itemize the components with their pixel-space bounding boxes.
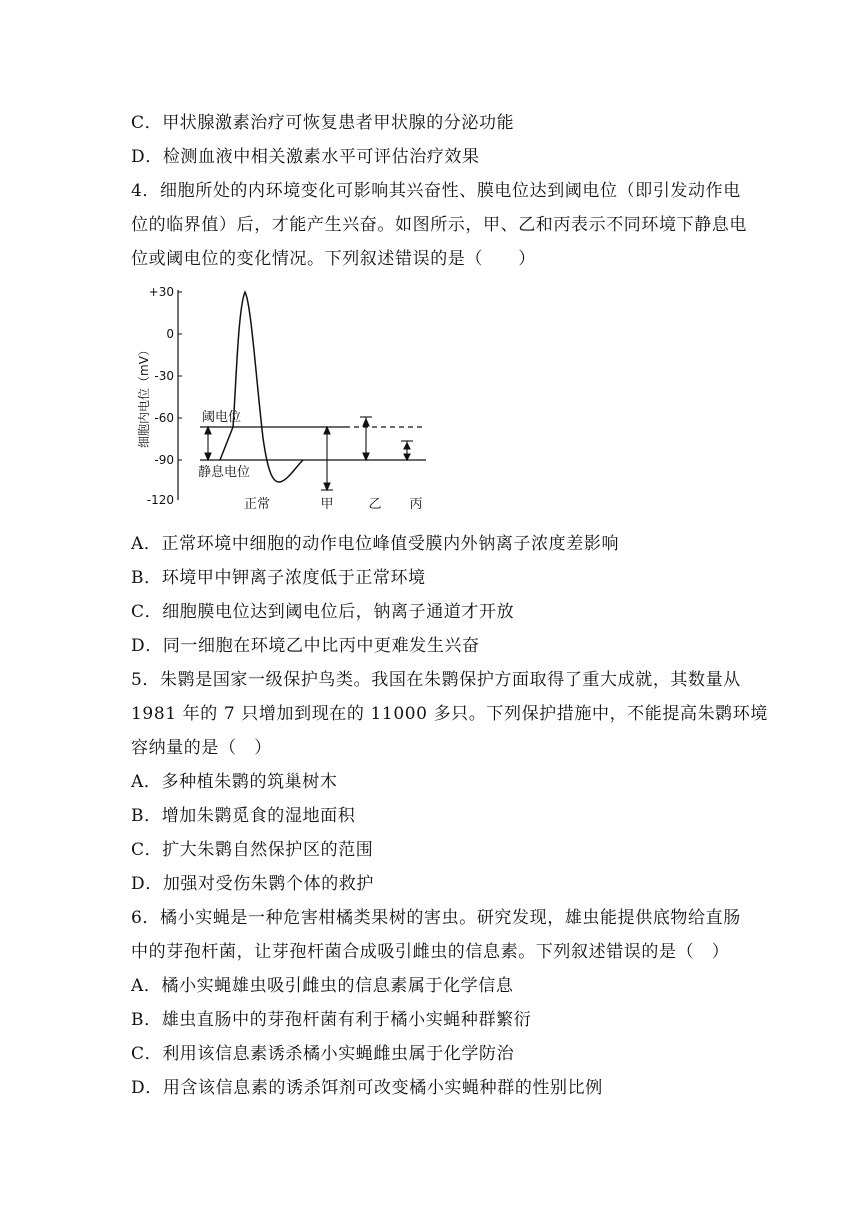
text-line: 中的芽孢杆菌，让芽孢杆菌合成吸引雌虫的信息素。下列叙述错误的是（ ） xyxy=(131,942,730,962)
text-line: A．正常环境中细胞的动作电位峰值受膜内外钠离子浓度差影响 xyxy=(131,534,620,554)
text-line: 6．橘小实蝇是一种危害柑橘类果树的害虫。研究发现，雄虫能提供底物给直肠 xyxy=(131,908,741,928)
text-line: D．检测血液中相关激素水平可评估治疗效果 xyxy=(131,147,480,167)
y-tick-label: 0 xyxy=(166,327,174,341)
text-line: 5．朱鹮是国家一级保护鸟类。我国在朱鹮保护方面取得了重大成就，其数量从 xyxy=(131,670,741,690)
text-line: C．甲状腺激素治疗可恢复患者甲状腺的分泌功能 xyxy=(131,113,515,133)
text-line: B．环境甲中钾离子浓度低于正常环境 xyxy=(131,568,426,588)
text-line: A．橘小实蝇雄虫吸引雌虫的信息素属于化学信息 xyxy=(131,976,514,996)
text-line: D．同一细胞在环境乙中比丙中更难发生兴奋 xyxy=(131,636,480,656)
category-label: 正常 xyxy=(243,497,271,512)
y-tick-label: -120 xyxy=(146,493,174,507)
text-line: D．用含该信息素的诱杀饵剂可改变橘小实蝇种群的性别比例 xyxy=(131,1078,603,1098)
category-label: 乙 xyxy=(368,497,382,512)
y-axis-label: 细胞内电位（mV） xyxy=(137,344,151,448)
membrane-potential-figure xyxy=(130,278,430,513)
y-tick-label: -90 xyxy=(154,453,174,467)
text-line: 1981 年的 7 只增加到现在的 11000 多只。下列保护措施中，不能提高朱鹮环境 xyxy=(131,704,768,724)
bing-arrow xyxy=(401,441,413,460)
threshold-label: 阈电位 xyxy=(202,410,242,425)
jia-arrow xyxy=(321,427,333,490)
text-line: B．雄虫直肠中的芽孢杆菌有利于橘小实蝇种群繁衍 xyxy=(131,1010,532,1030)
action-potential-curve xyxy=(220,292,303,482)
text-line: 4．细胞所处的内环境变化可影响其兴奋性、膜电位达到阈电位（即引发动作电 xyxy=(131,181,741,201)
text-line: B．增加朱鹮觅食的湿地面积 xyxy=(131,806,356,826)
normal-arrow xyxy=(205,427,211,460)
text-line: 位或阈电位的变化情况。下列叙述错误的是（ ） xyxy=(131,249,536,269)
text-line: 位的临界值）后，才能产生兴奋。如图所示，甲、乙和丙表示不同环境下静息电 xyxy=(131,215,747,235)
category-label: 丙 xyxy=(409,497,423,512)
text-line: C．利用该信息素诱杀橘小实蝇雌虫属于化学防治 xyxy=(131,1044,515,1064)
text-line: 容纳量的是（ ） xyxy=(131,738,272,758)
y-tick-label: -60 xyxy=(154,411,174,425)
text-line: D．加强对受伤朱鹮个体的救护 xyxy=(131,874,375,894)
y-tick-label: +30 xyxy=(148,285,174,299)
text-line: C．细胞膜电位达到阈电位后，钠离子通道才开放 xyxy=(131,602,515,622)
text-line: A．多种植朱鹮的筑巢树木 xyxy=(131,772,338,792)
y-tick-label: -30 xyxy=(154,369,174,383)
resting-label: 静息电位 xyxy=(198,465,251,480)
text-line: C．扩大朱鹮自然保护区的范围 xyxy=(131,840,374,860)
yi-arrow xyxy=(360,417,372,460)
category-label: 甲 xyxy=(320,497,334,512)
